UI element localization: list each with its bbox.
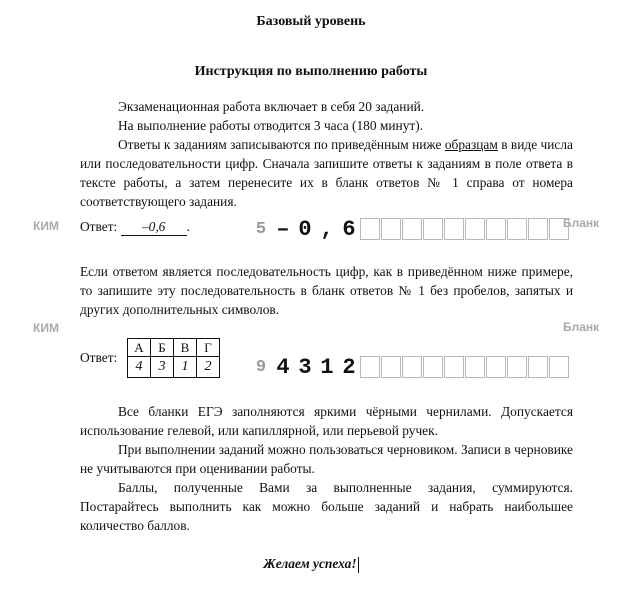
table-value: 4 [128, 357, 151, 378]
rule-scores: Баллы, полученные Вами за выполненные задания, суммируются. Постарайтесь выполнить как можно больше заданий и набрать наибольшее количество баллов. [80, 480, 573, 533]
intro-line-2: На выполнение работы отводится 3 часа (180 минут). [118, 118, 424, 133]
sequence-paragraph: Если ответом является последовательность цифр, как в приведённом ниже примере, то запишите эту последовательность в бланк ответов № 1 без пробелов, запятых и других дополнительных символов. [80, 264, 573, 317]
empty-cell [486, 218, 506, 240]
table-header: А [128, 339, 151, 357]
kim-label: КИМ [33, 321, 59, 335]
empty-cell [402, 356, 422, 378]
text-cursor [358, 557, 359, 573]
answer-table [127, 338, 220, 378]
table-value: 2 [197, 357, 220, 378]
instruction-title: Инструкция по выполнению работы [194, 64, 428, 79]
level-heading: Базовый уровень [256, 14, 366, 29]
blank-label: Бланк [563, 216, 600, 230]
samples-link-text: образцам [444, 137, 498, 152]
empty-cell [381, 356, 401, 378]
kim-label: КИМ [33, 219, 59, 233]
empty-cell [549, 356, 569, 378]
form-char: – [276, 216, 290, 242]
empty-cell [381, 218, 401, 240]
empty-cell [423, 218, 443, 240]
form-char: 6 [342, 216, 356, 242]
table-header: Б [151, 339, 174, 357]
empty-cell [507, 218, 527, 240]
table-value: 1 [174, 357, 197, 378]
table-header: В [174, 339, 197, 357]
answer-label-2: Ответ: [80, 350, 118, 365]
empty-cell [507, 356, 527, 378]
empty-cell [528, 356, 548, 378]
empty-cell [360, 218, 380, 240]
blank-label: Бланк [563, 320, 600, 334]
empty-cell [465, 356, 485, 378]
good-luck-text: Желаем успеха! [263, 556, 357, 571]
empty-cell [528, 218, 548, 240]
form-char: 1 [320, 354, 334, 380]
rule-draft: При выполнении заданий можно пользоваться черновиком. Записи в черновике не учитываются при оценивании работы. [80, 442, 573, 476]
answer-form-strip-2 [250, 355, 570, 379]
task-number: 9 [255, 357, 267, 377]
empty-cell [444, 356, 464, 378]
form-char: 4 [276, 354, 290, 380]
intro-line-1: Экзаменационная работа включает в себя 20 заданий. [118, 99, 425, 114]
form-char: 3 [298, 354, 312, 380]
answer-form-strip-1 [250, 217, 570, 241]
form-char: 0 [298, 216, 312, 242]
empty-cell [423, 356, 443, 378]
empty-cell [360, 356, 380, 378]
empty-cell [402, 218, 422, 240]
answer-line-1: Ответ: –0,6 . [80, 219, 191, 234]
empty-cell [465, 218, 485, 240]
form-char: 2 [342, 354, 356, 380]
empty-cell [444, 218, 464, 240]
table-value: 3 [151, 357, 174, 378]
answer-value: –0,6 [121, 219, 187, 236]
table-header: Г [197, 339, 220, 357]
empty-cell [486, 356, 506, 378]
rules-text [80, 402, 573, 535]
rule-ink: Все бланки ЕГЭ заполняются яркими чёрными чернилами. Допускается использование гелевой, или капиллярной, или перьевой ручек. [80, 404, 573, 438]
empty-cell [549, 218, 569, 240]
form-char: , [320, 216, 334, 242]
task-number: 5 [255, 219, 267, 239]
intro-paragraph-3: Ответы к заданиям записываются по приведённым ниже образцам в виде числа или последовательности цифр. Сначала запишите ответы к заданиям в поле ответа в тексте работы, а затем перенесите их в бланк ответов № 1 справа от номера соответствующего задания. [80, 137, 573, 209]
intro-text [80, 97, 573, 211]
